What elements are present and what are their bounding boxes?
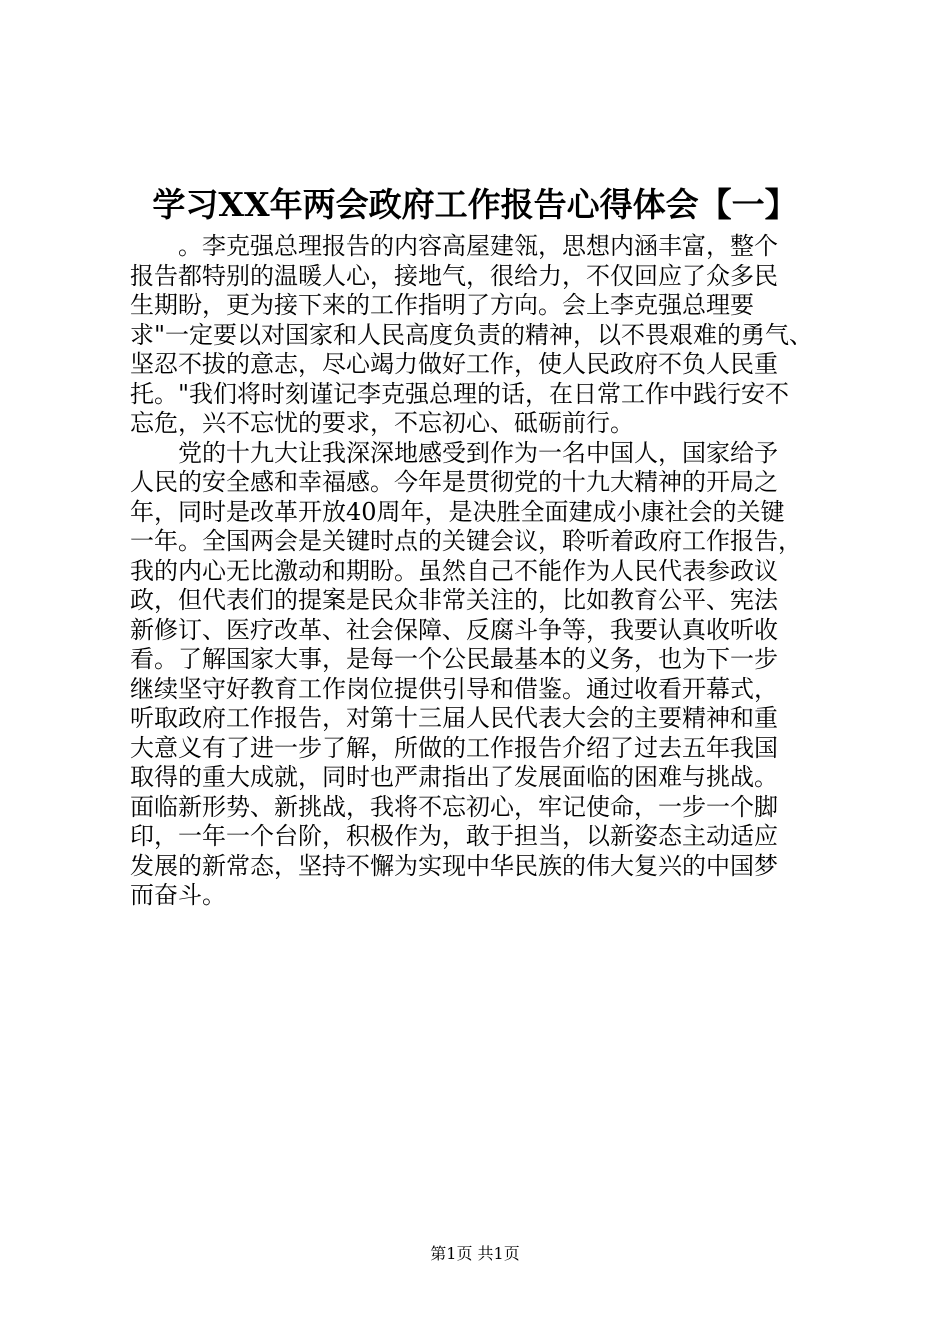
paragraph-line: 忘危，兴不忘忧的要求，不忘初心、砥砺前行。 xyxy=(130,409,634,437)
paragraph-line: 大意义有了进一步了解，所做的工作报告介绍了过去五年我国 xyxy=(130,733,778,762)
paragraph-line: 我的内心无比激动和期盼。虽然自己不能作为人民代表参政议 xyxy=(130,556,778,585)
document-title: 学习XX年两会政府工作报告心得体会【一】 xyxy=(152,185,798,224)
paragraph-line: 报告都特别的温暖人心，接地气，很给力，不仅回应了众多民 xyxy=(130,261,778,290)
paragraph-line: 取得的重大成就，同时也严肃指出了发展面临的困难与挑战。 xyxy=(130,763,778,791)
paragraph-line: 发展的新常态，坚持不懈为实现中华民族的伟大复兴的中国梦 xyxy=(130,851,778,880)
paragraph-line: 看。了解国家大事，是每一个公民最基本的义务，也为下一步 xyxy=(130,645,778,673)
paragraph-line: 托。"我们将时刻谨记李克强总理的话，在日常工作中践行安不 xyxy=(130,379,790,408)
document-body xyxy=(130,232,830,911)
paragraph-2 xyxy=(130,439,830,911)
paragraph-line: 求"一定要以对国家和人民高度负责的精神，以不畏艰难的勇气、 xyxy=(130,320,814,349)
paragraph-line: 印，一年一个台阶，积极作为，敢于担当，以新姿态主动适应 xyxy=(130,822,778,850)
paragraph-line: 而奋斗。 xyxy=(130,881,226,909)
paragraph-line: 人民的安全感和幸福感。今年是贯彻党的十九大精神的开局之 xyxy=(130,468,778,496)
page-number-footer: 第1页 共1页 xyxy=(430,1244,520,1263)
paragraph-line: 坚忍不拔的意志，尽心竭力做好工作，使人民政府不负人民重 xyxy=(130,350,778,378)
paragraph-line: 听取政府工作报告，对第十三届人民代表大会的主要精神和重 xyxy=(130,704,778,732)
paragraph-line: 政，但代表们的提案是民众非常关注的，比如教育公平、宪法 xyxy=(130,586,778,614)
paragraph-line: 一年。全国两会是关键时点的关键会议，聆听着政府工作报告， xyxy=(130,527,802,555)
paragraph-line: 生期盼，更为接下来的工作指明了方向。会上李克强总理要 xyxy=(130,291,754,319)
paragraph-line: 。李克强总理报告的内容高屋建瓴，思想内涵丰富，整个 xyxy=(178,232,778,260)
paragraph-1 xyxy=(130,232,830,439)
paragraph-line: 继续坚守好教育工作岗位提供引导和借鉴。通过收看开幕式， xyxy=(130,674,778,703)
paragraph-line: 年，同时是改革开放40周年，是决胜全面建成小康社会的关键 xyxy=(130,497,785,526)
paragraph-line: 党的十九大让我深深地感受到作为一名中国人，国家给予 xyxy=(178,438,778,467)
paragraph-line: 面临新形势、新挑战，我将不忘初心，牢记使命，一步一个脚 xyxy=(130,792,778,821)
paragraph-line: 新修订、医疗改革、社会保障、反腐斗争等，我要认真收听收 xyxy=(130,615,778,644)
